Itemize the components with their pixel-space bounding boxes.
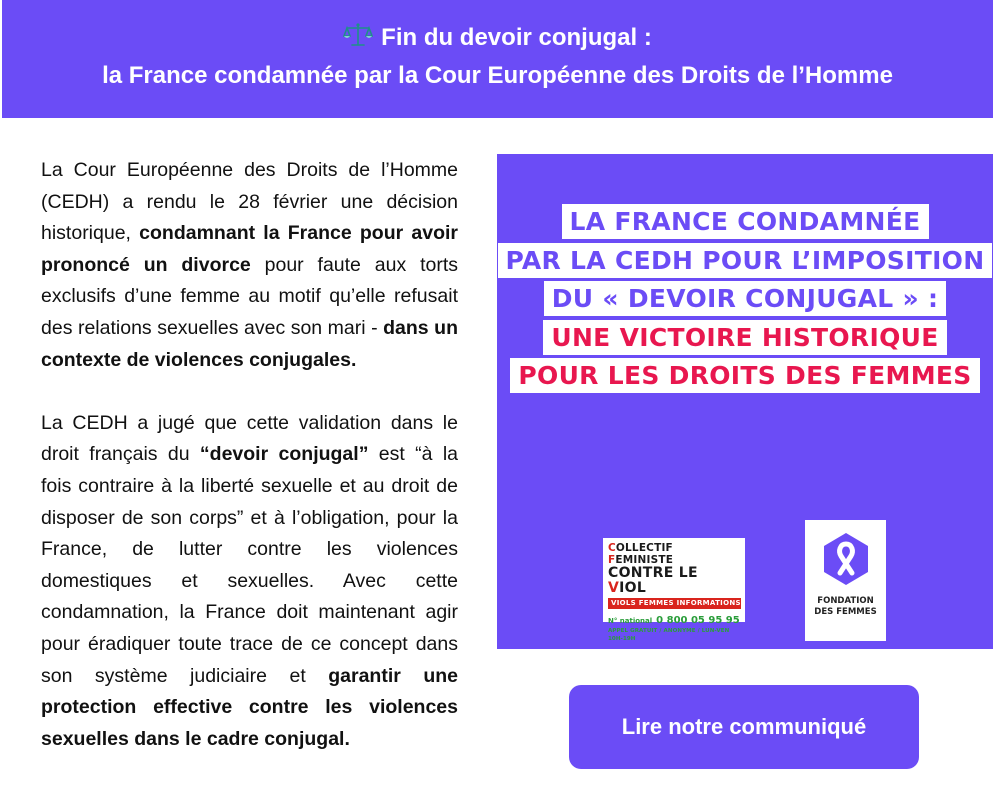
headline-line-1: LA FRANCE CONDAMNÉE xyxy=(497,204,993,243)
headline-line-3: DU « DEVOIR CONJUGAL » : xyxy=(497,281,993,320)
p1-text-1: La Cour Européenne des Droits de l’Homme (CEDH) a rendu le 28 février une décision historique, xyxy=(41,159,458,245)
headline-line-4: UNE VICTOIRE HISTORIQUE xyxy=(497,320,993,359)
article-paragraph-2 xyxy=(41,408,458,756)
poster-image xyxy=(497,154,993,649)
p1-text-2: pour faute aux torts exclusifs d’une femme au motif qu’elle refusait des relations sexuelles avec son mari - xyxy=(41,253,459,339)
banner-title-line1 xyxy=(2,19,993,57)
ribbon-hexagon-icon xyxy=(823,532,869,586)
cfcv-logo xyxy=(603,538,745,642)
read-press-release-button[interactable]: Lire notre communiqué xyxy=(569,685,919,769)
balance-scale-icon xyxy=(343,22,373,48)
p1-bold-1: condamnant la France pour avoir prononcé un divorce xyxy=(41,222,459,276)
fondation-name: FONDATION DES FEMMES xyxy=(814,596,877,617)
header-banner xyxy=(2,0,993,118)
cfcv-line-1: COLLECTIF FEMINISTE xyxy=(608,542,674,566)
p2-text-2: est “à la fois contraire à la liberté sexuelle et au droit de disposer de son corps” et à l’obligation, pour la France, de lutter contre les violences domestiques et sexuelles. Avec cette condamnation, la France doit maintenant agir pour éradiquer toute trace de ce concept dans son système judiciaire et xyxy=(41,443,458,687)
headline-line-5: POUR LES DROITS DES FEMMES xyxy=(497,358,993,397)
article-body xyxy=(41,155,458,787)
p2-text-1: La CEDH a jugé que cette validation dans le droit français du xyxy=(41,411,458,466)
fondation-des-femmes-logo xyxy=(805,520,886,641)
headline-line-2: PAR LA CEDH POUR L’IMPOSITION xyxy=(497,243,993,282)
cfcv-phone: N° national 0 800 05 95 95 xyxy=(608,615,740,626)
banner-title-text1: Fin du devoir conjugal : xyxy=(381,24,652,51)
cfcv-hours: APPEL GRATUIT / ANONYME / LUN-VEN 10H-19H xyxy=(608,628,730,642)
p1-bold-2: dans un contexte de violences conjugales. xyxy=(41,316,458,371)
p2-bold-2: garantir une protection effective contre les violences sexuelles dans le cadre conjugal. xyxy=(41,664,458,750)
banner-title-line2: la France condamnée par la Cour Européenne des Droits de l’Homme xyxy=(102,62,893,89)
article-paragraph-1 xyxy=(41,155,458,376)
cfcv-line-2: CONTRE LE VIOL xyxy=(608,565,698,596)
cfcv-strip: VIOLS FEMMES INFORMATIONS xyxy=(608,598,741,609)
poster-headline xyxy=(497,204,993,397)
p2-bold-1: “devoir conjugal” xyxy=(199,443,369,466)
